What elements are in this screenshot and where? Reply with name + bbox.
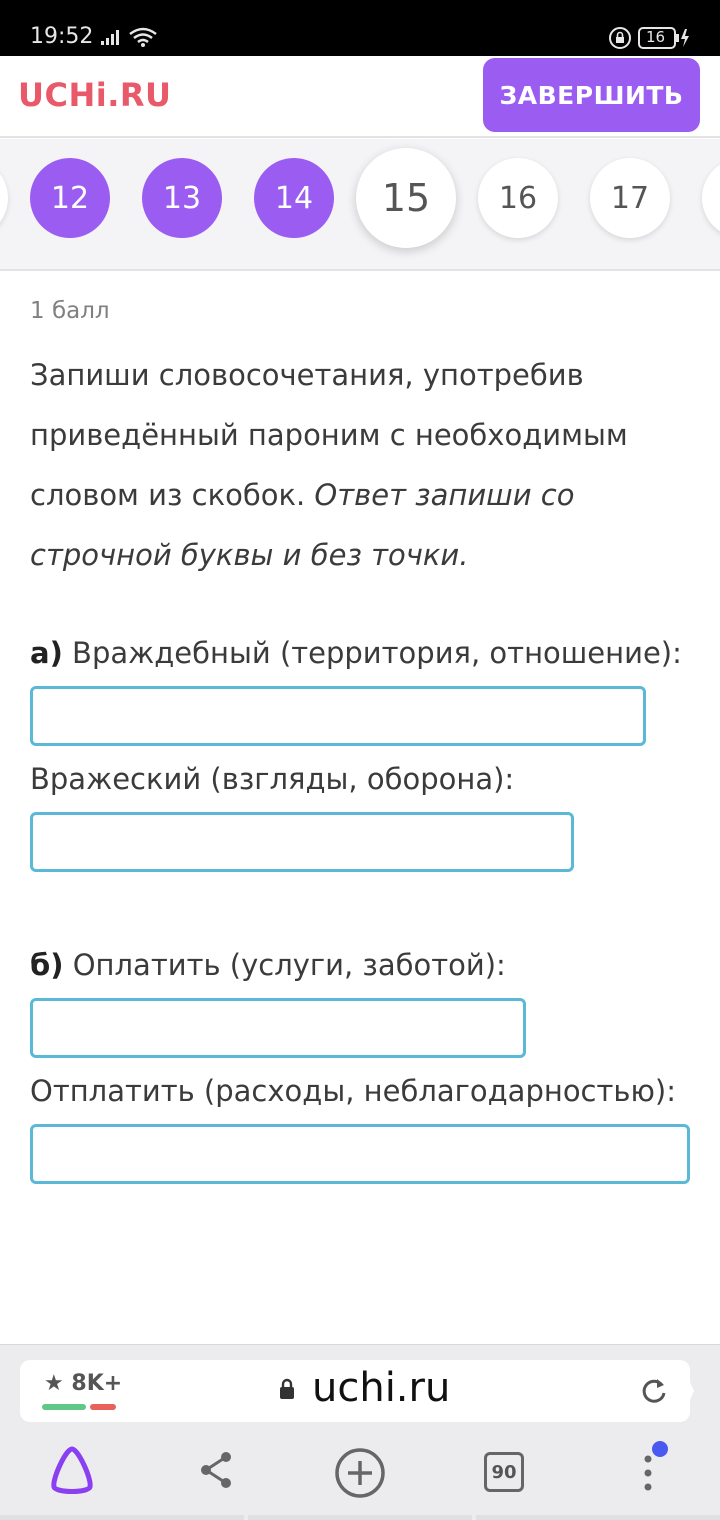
question-circle-15[interactable]: 15: [356, 148, 456, 248]
question-circle-next[interactable]: [702, 158, 720, 238]
tabs-icon[interactable]: [484, 1452, 524, 1492]
answer-input-b2[interactable]: [30, 1124, 690, 1184]
item-b-marker: б): [30, 948, 64, 982]
answer-input-a2[interactable]: [30, 812, 574, 872]
alice-icon[interactable]: [48, 1445, 96, 1495]
gesture-bar-mid: [248, 1515, 472, 1520]
question-circle-16[interactable]: 16: [478, 158, 558, 238]
notification-dot: [652, 1441, 668, 1457]
item-b-prompt-1-text: Оплатить (услуги, заботой):: [72, 948, 506, 982]
rating-bar-negative: [90, 1404, 116, 1410]
gesture-bar-left: [0, 1515, 244, 1520]
rating-bar-positive: [42, 1404, 86, 1410]
star-icon: ★: [44, 1371, 64, 1396]
item-a-marker: а): [30, 636, 63, 670]
item-a-prompt-1-text: Враждебный (территория, отношение):: [72, 636, 682, 670]
item-b-prompt-1: [30, 948, 506, 982]
item-a-prompt-2: Вражеский (взгляды, оборона):: [30, 762, 515, 796]
lock-icon: [278, 1378, 296, 1400]
status-time: 19:52: [30, 24, 94, 49]
answer-input-b1[interactable]: [30, 998, 526, 1058]
site-header: [0, 56, 720, 138]
battery-level: 16: [646, 28, 666, 46]
item-b-prompt-2: Отплатить (расходы, неблагодарностью):: [30, 1074, 676, 1108]
reload-icon[interactable]: [638, 1375, 670, 1407]
gesture-bar-right: [476, 1515, 720, 1520]
share-icon[interactable]: [196, 1445, 236, 1495]
logo[interactable]: UCHi.RU: [18, 76, 172, 114]
points-label: 1 балл: [30, 298, 110, 324]
new-tab-icon[interactable]: [332, 1445, 388, 1501]
task-instruction: [30, 345, 690, 585]
instruction-italic: Ответ запиши со строчной буквы и без точки.: [30, 478, 575, 572]
tabs-count: 90: [491, 1461, 517, 1483]
signal-icon: [100, 28, 122, 46]
question-circle-14[interactable]: 14: [254, 158, 334, 238]
status-bar: [0, 0, 720, 56]
battery-icon: [638, 27, 690, 49]
rotation-lock-icon: [608, 26, 632, 50]
question-circle-13[interactable]: 13: [142, 158, 222, 238]
question-circle-12[interactable]: 12: [30, 158, 110, 238]
instruction-text: Запиши словосочетания, употребив приведённый пароним с необходимым словом из скобок.: [30, 358, 628, 512]
question-circle-partial[interactable]: [0, 158, 8, 238]
item-a-prompt-1: [30, 636, 682, 670]
question-circle-17[interactable]: 17: [590, 158, 670, 238]
site-rating[interactable]: [44, 1371, 122, 1396]
answer-input-a1[interactable]: [30, 686, 646, 746]
browser-bar: [0, 1344, 720, 1520]
url-text[interactable]: uchi.ru: [312, 1365, 451, 1411]
rating-value: 8K+: [71, 1371, 123, 1396]
finish-button[interactable]: ЗАВЕРШИТЬ: [483, 58, 700, 132]
question-nav: [0, 139, 720, 271]
wifi-icon: [128, 26, 158, 48]
address-bar-tip: [680, 1360, 694, 1422]
